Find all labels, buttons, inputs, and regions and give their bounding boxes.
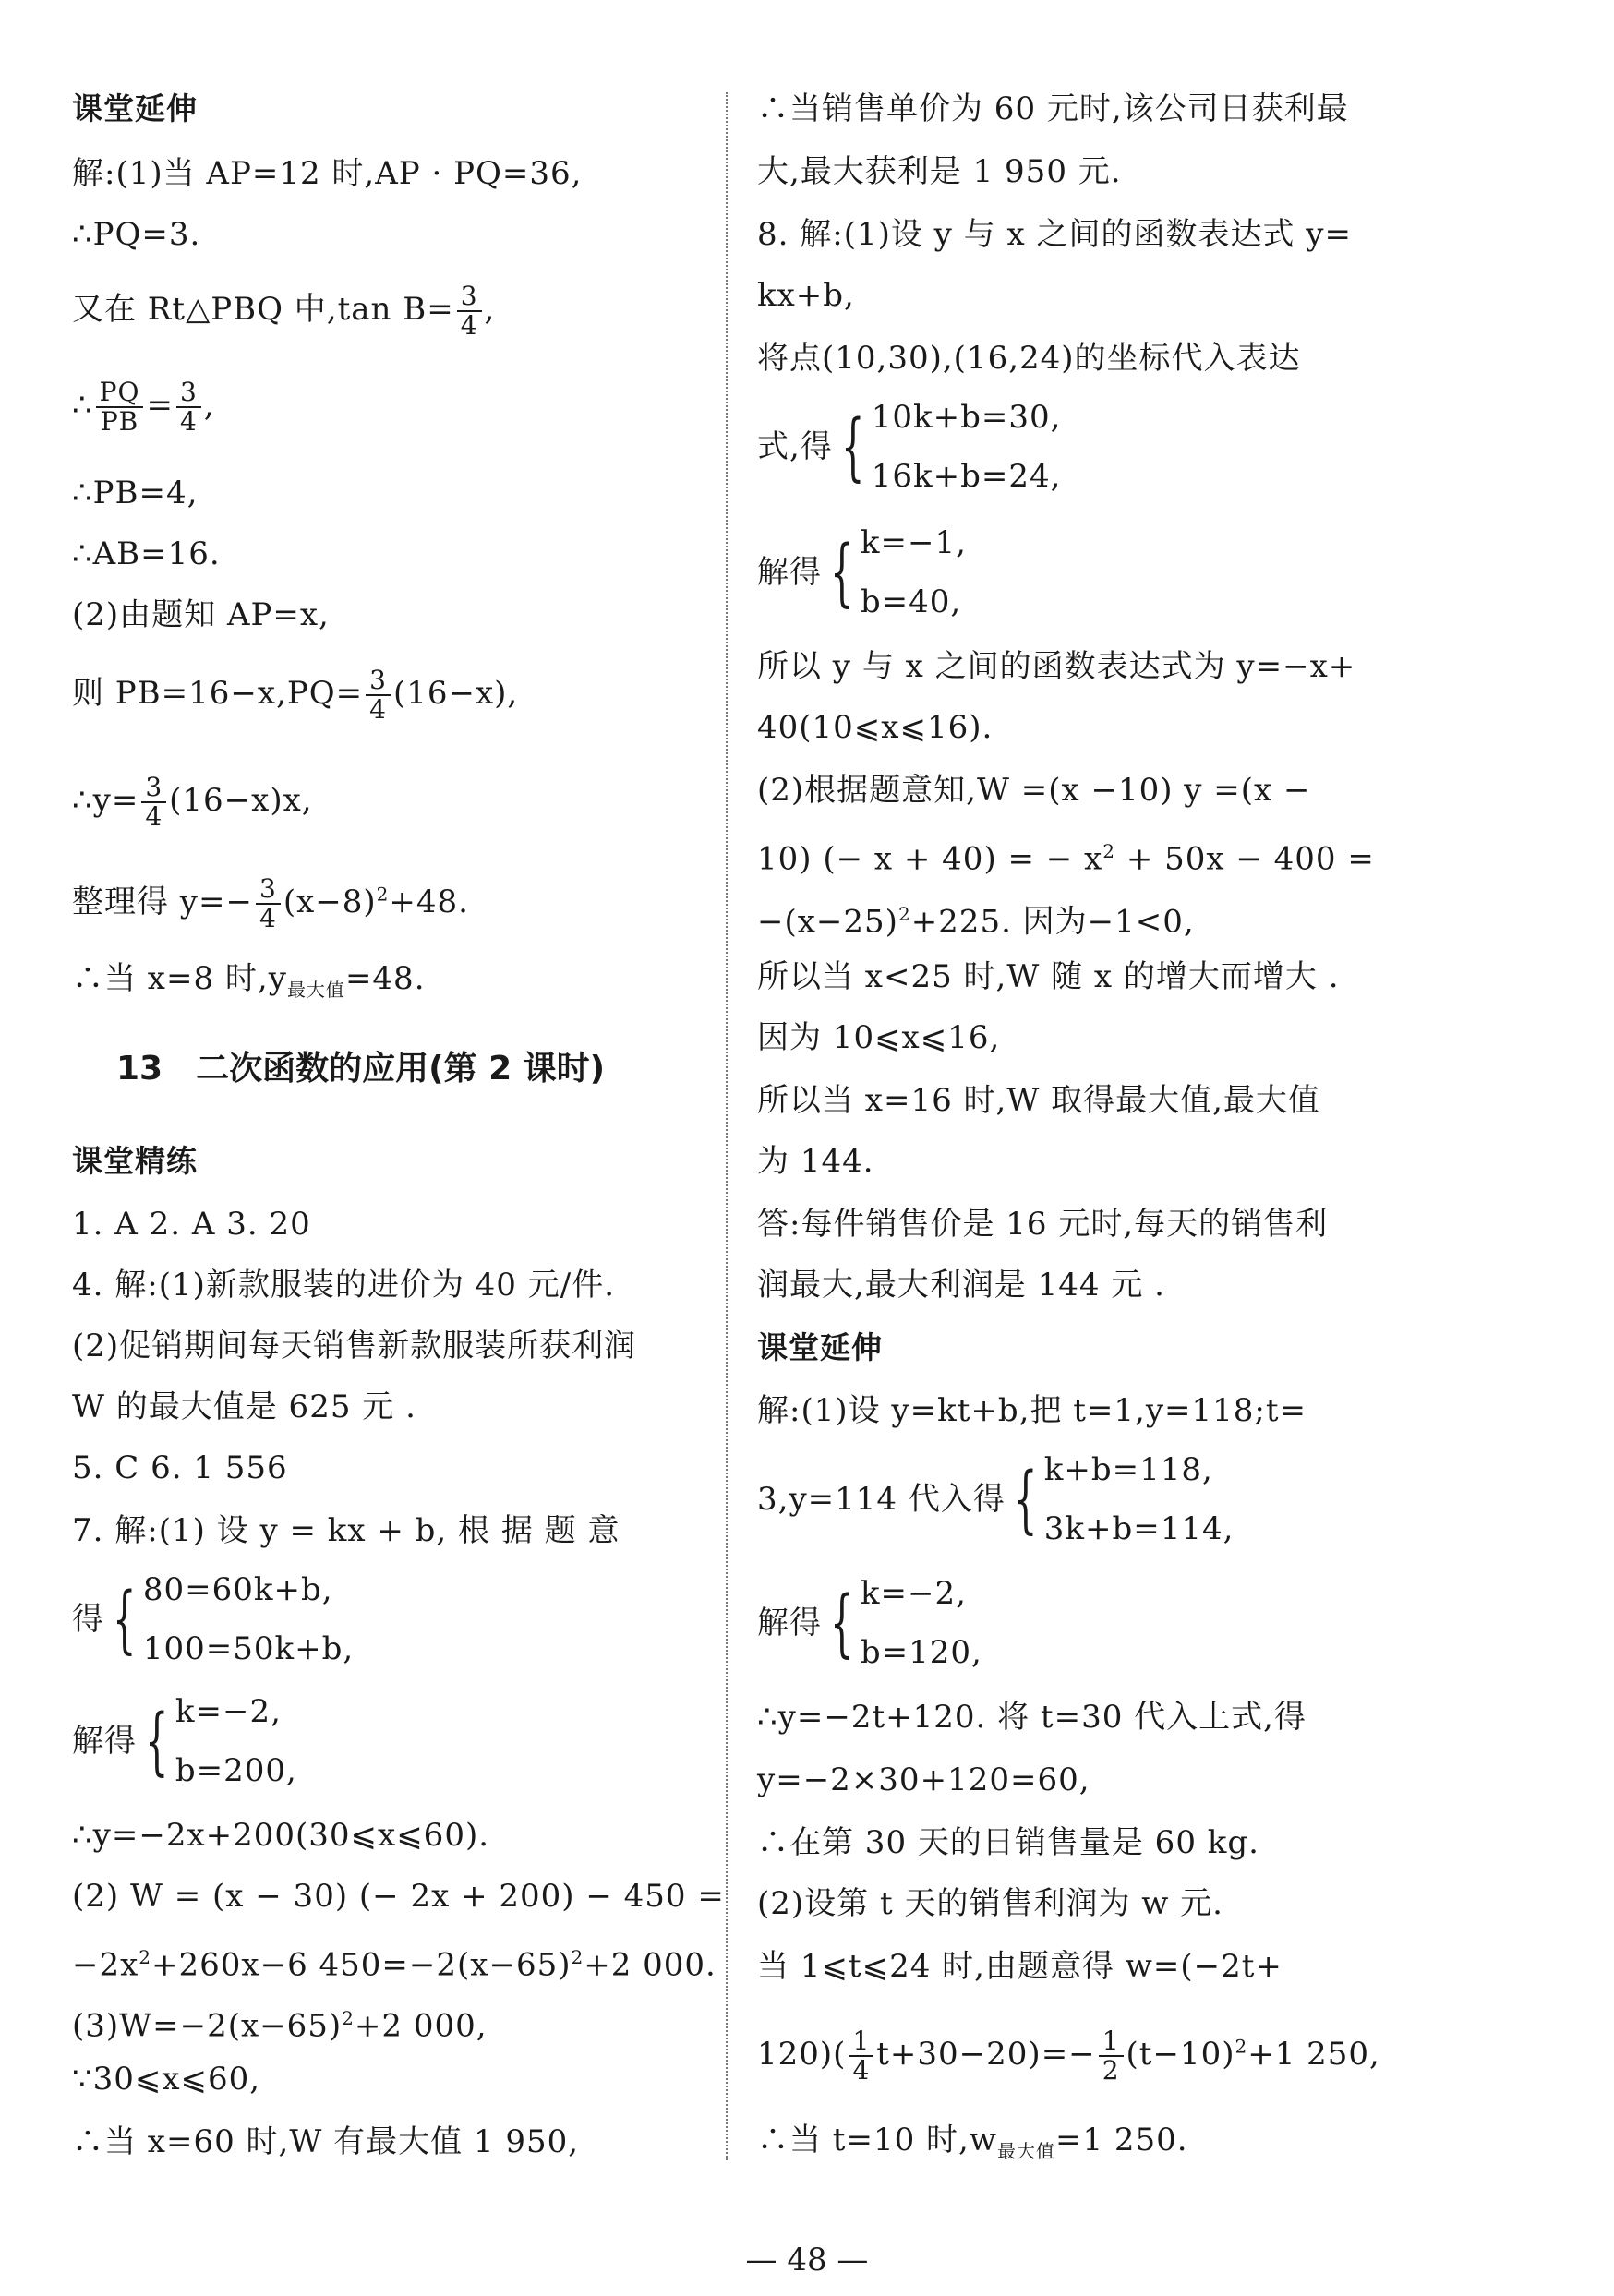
answer-line: ∴当销售单价为 60 元时,该公司日获利最 bbox=[757, 90, 1349, 127]
equation-system: 解得 { k=−2, b=120, bbox=[757, 1575, 982, 1671]
answer-line: 所以当 x<25 时,W 随 x 的增大而增大 . bbox=[757, 958, 1340, 995]
page-number: — 48 — bbox=[745, 2242, 869, 2278]
equation-system: 解得 { k=−2, b=200, bbox=[72, 1693, 297, 1789]
answer-line: (2) W = (x − 30) (− 2x + 200) − 450 = bbox=[72, 1878, 725, 1915]
section-title: 13 二次函数的应用(第 2 课时) bbox=[116, 1050, 606, 1088]
equation-system: 3,y=114 代入得 { k+b=118, 3k+b=114, bbox=[757, 1451, 1235, 1547]
fraction: $\frac{3}{4}$ bbox=[176, 379, 201, 436]
answer-line: 答:每件销售价是 16 元时,每天的销售利 bbox=[757, 1206, 1329, 1243]
text-line: 解:(1)当 AP=12 时,AP · PQ=36, bbox=[72, 155, 583, 192]
column-divider bbox=[726, 92, 728, 2160]
section-heading: 课堂延伸 bbox=[757, 1329, 883, 1365]
text-line: 整理得 y=− $\frac{3}{4}$ $(x-8)^2+48$. bbox=[72, 873, 469, 933]
answer-line: $-(x-25)^2+225$. 因为−1<0, bbox=[757, 903, 1195, 941]
section-heading: 课堂延伸 bbox=[72, 90, 198, 126]
answer-line: kx+b, bbox=[757, 277, 855, 314]
fraction: $\frac{1}{2}$ bbox=[1099, 2027, 1124, 2085]
answer-line: 1. A 2. A 3. 20 bbox=[72, 1206, 311, 1243]
answer-line: 为 144. bbox=[757, 1143, 874, 1180]
answer-line: ∴当 x=60 时,W 有最大值 1 950, bbox=[72, 2123, 580, 2160]
answer-line: y=−2×30+120=60, bbox=[757, 1761, 1090, 1798]
answer-line: 润最大,最大利润是 144 元 . bbox=[757, 1267, 1165, 1304]
section-heading: 课堂精练 bbox=[72, 1143, 198, 1179]
fraction: $\frac{3}{4}$ bbox=[256, 875, 281, 932]
fraction: $\frac{PQ}{PB}$ bbox=[96, 379, 144, 436]
equation-system: 解得 { k=−1, b=40, bbox=[757, 524, 967, 620]
fraction: $\frac{3}{4}$ bbox=[366, 667, 391, 724]
text-line: ∴当 x=8 时$,y_{最大值}=48$. bbox=[72, 960, 426, 1001]
text-line: ∴PQ=3. bbox=[72, 216, 201, 253]
text-line: (2)由题知 AP=x, bbox=[72, 596, 330, 633]
answer-line: (2)设第 t 天的销售利润为 w 元. bbox=[757, 1885, 1223, 1922]
answer-line: ∵30⩽x⩽60, bbox=[72, 2061, 261, 2098]
answer-line: 所以当 x=16 时,W 取得最大值,最大值 bbox=[757, 1082, 1320, 1119]
answer-line: 当 1⩽t⩽24 时,由题意得 w=(−2t+ bbox=[757, 1948, 1283, 1985]
text-line: ∴AB=16. bbox=[72, 535, 221, 572]
answer-line: W 的最大值是 625 元 . bbox=[72, 1388, 416, 1425]
answer-line: (2)根据题意知,W =(x −10) y =(x − bbox=[757, 772, 1311, 809]
text-line: ∴y= $\frac{3}{4}$ (16−x)x, bbox=[72, 772, 313, 832]
answer-line: ∴当 t=10 时$,w_{最大值}=1$ 250. bbox=[757, 2122, 1188, 2162]
answer-line: 所以 y 与 x 之间的函数表达式为 y=−x+ bbox=[757, 648, 1356, 685]
answer-line: 4. 解:(1)新款服装的进价为 40 元/件. bbox=[72, 1267, 616, 1304]
answer-line: 8. 解:(1)设 y 与 x 之间的函数表达式 y= bbox=[757, 216, 1352, 253]
answer-line: 因为 10⩽x⩽16, bbox=[757, 1019, 1001, 1056]
answer-line: 5. C 6. 1 556 bbox=[72, 1449, 288, 1486]
answer-line: 120)( $\frac{1}{4}$ t+30−20)=− $\frac{1}{2}$ $(t-10)^2+1$ 250, bbox=[757, 2026, 1380, 2086]
answer-line: 将点(10,30),(16,24)的坐标代入表达 bbox=[757, 340, 1301, 377]
answer-line: $-2x^2+260x-6$ $450=-2(x-65)^2+2$ 000. bbox=[72, 1946, 717, 1984]
answer-line: 7. 解:(1) 设 y = kx + b, 根 据 题 意 bbox=[72, 1512, 620, 1549]
answer-line: 解:(1)设 y=kt+b,把 t=1,y=118;t= bbox=[757, 1392, 1307, 1429]
answer-line: $(3)W=-2(x-65)^2+2$ 000, bbox=[72, 2007, 488, 2045]
text-line: ∴PB=4, bbox=[72, 475, 199, 511]
text-line: ∴ $\frac{PQ}{PB}$ = $\frac{3}{4}$ , bbox=[72, 377, 215, 437]
equation-system: 式,得 { 10k+b=30, 16k+b=24, bbox=[757, 399, 1062, 495]
answer-line: (2)促销期间每天销售新款服装所获利润 bbox=[72, 1328, 637, 1364]
answer-line: ∴在第 30 天的日销售量是 60 kg. bbox=[757, 1824, 1259, 1861]
answer-line: ∴y=−2x+200(30⩽x⩽60). bbox=[72, 1817, 490, 1854]
answer-line: 10) (− x + 40) = − $x^2 + 50x - 400$ = bbox=[757, 840, 1375, 878]
fraction: $\frac{3}{4}$ bbox=[141, 774, 166, 831]
fraction: $\frac{3}{4}$ bbox=[457, 282, 482, 340]
answer-line: 大,最大获利是 1 950 元. bbox=[757, 153, 1122, 190]
answer-line: ∴y=−2t+120. 将 t=30 代入上式,得 bbox=[757, 1699, 1307, 1736]
text-line: 又在 Rt△PBQ 中,tan B= $\frac{3}{4}$ , bbox=[72, 281, 496, 341]
answer-line: 40(10⩽x⩽16). bbox=[757, 709, 994, 746]
equation-system: 得 { 80=60k+b, 100=50k+b, bbox=[72, 1571, 355, 1667]
fraction: $\frac{1}{4}$ bbox=[849, 2027, 873, 2085]
text-line: 则 PB=16−x,PQ= $\frac{3}{4}$ (16−x), bbox=[72, 665, 519, 725]
